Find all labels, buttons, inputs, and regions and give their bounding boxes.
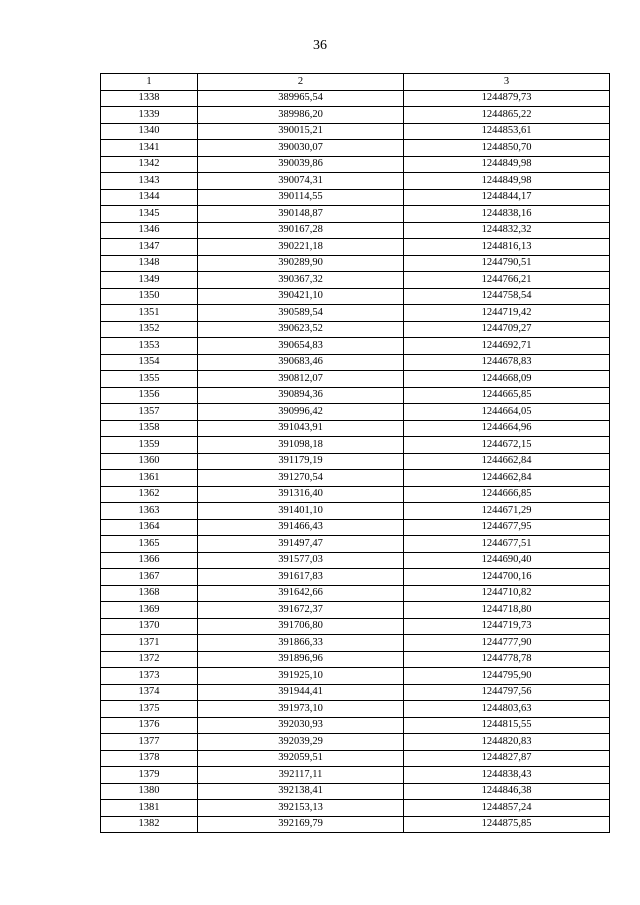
table-row (101, 651, 610, 668)
table-row (101, 107, 610, 124)
point-number-cell: 1344 (101, 189, 198, 206)
y-coordinate-cell: 1244692,71 (404, 338, 610, 355)
header-row (101, 74, 610, 91)
y-coordinate-cell: 1244678,83 (404, 354, 610, 371)
y-coordinate-cell: 1244853,61 (404, 123, 610, 140)
x-coordinate-cell: 391944,41 (198, 684, 404, 701)
table-row (101, 684, 610, 701)
point-number-cell: 1355 (101, 371, 198, 388)
x-coordinate-cell: 391642,66 (198, 585, 404, 602)
y-coordinate-cell: 1244816,13 (404, 239, 610, 256)
table-row (101, 750, 610, 767)
y-coordinate-cell: 1244718,80 (404, 602, 610, 619)
table-row (101, 206, 610, 223)
table-row (101, 734, 610, 751)
table-row (101, 173, 610, 190)
y-coordinate-cell: 1244719,42 (404, 305, 610, 322)
table-row (101, 288, 610, 305)
x-coordinate-cell: 390683,46 (198, 354, 404, 371)
y-coordinate-cell: 1244857,24 (404, 800, 610, 817)
point-number-cell: 1369 (101, 602, 198, 619)
point-number-cell: 1382 (101, 816, 198, 833)
table-row (101, 635, 610, 652)
x-coordinate-cell: 392138,41 (198, 783, 404, 800)
point-number-cell: 1343 (101, 173, 198, 190)
y-coordinate-cell: 1244700,16 (404, 569, 610, 586)
point-number-cell: 1348 (101, 255, 198, 272)
x-coordinate-cell: 390623,52 (198, 321, 404, 338)
point-number-cell: 1367 (101, 569, 198, 586)
x-coordinate-cell: 392169,79 (198, 816, 404, 833)
y-coordinate-cell: 1244795,90 (404, 668, 610, 685)
table-row (101, 437, 610, 454)
table-row (101, 717, 610, 734)
x-coordinate-cell: 391270,54 (198, 470, 404, 487)
table-row (101, 338, 610, 355)
point-number-cell: 1347 (101, 239, 198, 256)
y-coordinate-cell: 1244879,73 (404, 90, 610, 107)
point-number-cell: 1341 (101, 140, 198, 157)
point-number-cell: 1338 (101, 90, 198, 107)
point-number-cell: 1361 (101, 470, 198, 487)
table-row (101, 305, 610, 322)
y-coordinate-cell: 1244664,96 (404, 420, 610, 437)
table-row (101, 668, 610, 685)
y-coordinate-cell: 1244709,27 (404, 321, 610, 338)
point-number-cell: 1381 (101, 800, 198, 817)
x-coordinate-cell: 391896,96 (198, 651, 404, 668)
x-coordinate-cell: 391043,91 (198, 420, 404, 437)
table-row (101, 272, 610, 289)
point-number-cell: 1366 (101, 552, 198, 569)
point-number-cell: 1375 (101, 701, 198, 718)
x-coordinate-cell: 391098,18 (198, 437, 404, 454)
point-number-cell: 1364 (101, 519, 198, 536)
y-coordinate-cell: 1244677,95 (404, 519, 610, 536)
x-coordinate-cell: 392059,51 (198, 750, 404, 767)
table-row (101, 255, 610, 272)
y-coordinate-cell: 1244850,70 (404, 140, 610, 157)
point-number-cell: 1357 (101, 404, 198, 421)
point-number-cell: 1377 (101, 734, 198, 751)
y-coordinate-cell: 1244815,55 (404, 717, 610, 734)
table-row (101, 420, 610, 437)
y-coordinate-cell: 1244827,87 (404, 750, 610, 767)
table-row (101, 189, 610, 206)
point-number-cell: 1345 (101, 206, 198, 223)
x-coordinate-cell: 391672,37 (198, 602, 404, 619)
y-coordinate-cell: 1244672,15 (404, 437, 610, 454)
point-number-cell: 1359 (101, 437, 198, 454)
x-coordinate-cell: 391925,10 (198, 668, 404, 685)
point-number-cell: 1368 (101, 585, 198, 602)
y-coordinate-cell: 1244790,51 (404, 255, 610, 272)
x-coordinate-cell: 390894,36 (198, 387, 404, 404)
table-row (101, 321, 610, 338)
x-coordinate-cell: 392117,11 (198, 767, 404, 784)
x-coordinate-cell: 392030,93 (198, 717, 404, 734)
point-number-cell: 1370 (101, 618, 198, 635)
table-row (101, 783, 610, 800)
y-coordinate-cell: 1244719,73 (404, 618, 610, 635)
y-coordinate-cell: 1244875,85 (404, 816, 610, 833)
x-coordinate-cell: 390148,87 (198, 206, 404, 223)
point-number-cell: 1365 (101, 536, 198, 553)
x-coordinate-cell: 390654,83 (198, 338, 404, 355)
y-coordinate-cell: 1244803,63 (404, 701, 610, 718)
point-number-cell: 1354 (101, 354, 198, 371)
y-coordinate-cell: 1244666,85 (404, 486, 610, 503)
point-number-cell: 1340 (101, 123, 198, 140)
y-coordinate-cell: 1244846,38 (404, 783, 610, 800)
y-coordinate-cell: 1244662,84 (404, 470, 610, 487)
y-coordinate-cell: 1244690,40 (404, 552, 610, 569)
y-coordinate-cell: 1244797,56 (404, 684, 610, 701)
table-row (101, 140, 610, 157)
table-row (101, 90, 610, 107)
y-coordinate-cell: 1244838,43 (404, 767, 610, 784)
table-row (101, 701, 610, 718)
x-coordinate-cell: 392153,13 (198, 800, 404, 817)
x-coordinate-cell: 390114,55 (198, 189, 404, 206)
x-coordinate-cell: 389986,20 (198, 107, 404, 124)
x-coordinate-cell: 390421,10 (198, 288, 404, 305)
y-coordinate-cell: 1244849,98 (404, 156, 610, 173)
y-coordinate-cell: 1244758,54 (404, 288, 610, 305)
table-row (101, 453, 610, 470)
y-coordinate-cell: 1244671,29 (404, 503, 610, 520)
x-coordinate-cell: 390221,18 (198, 239, 404, 256)
point-number-cell: 1379 (101, 767, 198, 784)
x-coordinate-cell: 391577,03 (198, 552, 404, 569)
x-coordinate-cell: 390167,28 (198, 222, 404, 239)
table-row (101, 470, 610, 487)
table-row (101, 222, 610, 239)
x-coordinate-cell: 390289,90 (198, 255, 404, 272)
table-header (101, 74, 610, 91)
column-header-2: 2 (198, 74, 404, 91)
table-row (101, 569, 610, 586)
point-number-cell: 1358 (101, 420, 198, 437)
x-coordinate-cell: 390015,21 (198, 123, 404, 140)
x-coordinate-cell: 391866,33 (198, 635, 404, 652)
table-row (101, 585, 610, 602)
y-coordinate-cell: 1244677,51 (404, 536, 610, 553)
y-coordinate-cell: 1244664,05 (404, 404, 610, 421)
x-coordinate-cell: 390074,31 (198, 173, 404, 190)
point-number-cell: 1346 (101, 222, 198, 239)
point-number-cell: 1339 (101, 107, 198, 124)
page-number: 36 (313, 38, 327, 53)
table-row (101, 156, 610, 173)
x-coordinate-cell: 391466,43 (198, 519, 404, 536)
x-coordinate-cell: 391973,10 (198, 701, 404, 718)
point-number-cell: 1374 (101, 684, 198, 701)
x-coordinate-cell: 390030,07 (198, 140, 404, 157)
point-number-cell: 1362 (101, 486, 198, 503)
y-coordinate-cell: 1244710,82 (404, 585, 610, 602)
x-coordinate-cell: 389965,54 (198, 90, 404, 107)
table-row (101, 486, 610, 503)
point-number-cell: 1373 (101, 668, 198, 685)
point-number-cell: 1350 (101, 288, 198, 305)
y-coordinate-cell: 1244777,90 (404, 635, 610, 652)
y-coordinate-cell: 1244865,22 (404, 107, 610, 124)
table-body (101, 90, 610, 833)
table-row (101, 354, 610, 371)
point-number-cell: 1378 (101, 750, 198, 767)
table-row (101, 239, 610, 256)
x-coordinate-cell: 390589,54 (198, 305, 404, 322)
point-number-cell: 1349 (101, 272, 198, 289)
point-number-cell: 1356 (101, 387, 198, 404)
y-coordinate-cell: 1244766,21 (404, 272, 610, 289)
table-row (101, 371, 610, 388)
table-row (101, 800, 610, 817)
point-number-cell: 1360 (101, 453, 198, 470)
point-number-cell: 1351 (101, 305, 198, 322)
point-number-cell: 1371 (101, 635, 198, 652)
x-coordinate-cell: 391706,80 (198, 618, 404, 635)
table-row (101, 536, 610, 553)
y-coordinate-cell: 1244668,09 (404, 371, 610, 388)
point-number-cell: 1376 (101, 717, 198, 734)
x-coordinate-cell: 391401,10 (198, 503, 404, 520)
point-number-cell: 1353 (101, 338, 198, 355)
y-coordinate-cell: 1244832,32 (404, 222, 610, 239)
point-number-cell: 1342 (101, 156, 198, 173)
column-header-1: 1 (101, 74, 198, 91)
table-row (101, 602, 610, 619)
table-row (101, 816, 610, 833)
y-coordinate-cell: 1244665,85 (404, 387, 610, 404)
table-row (101, 767, 610, 784)
point-number-cell: 1363 (101, 503, 198, 520)
table-row (101, 552, 610, 569)
table-row (101, 503, 610, 520)
x-coordinate-cell: 391316,40 (198, 486, 404, 503)
x-coordinate-cell: 390996,42 (198, 404, 404, 421)
x-coordinate-cell: 390039,86 (198, 156, 404, 173)
table-row (101, 519, 610, 536)
table-row (101, 404, 610, 421)
x-coordinate-cell: 390367,32 (198, 272, 404, 289)
table-row (101, 387, 610, 404)
x-coordinate-cell: 392039,29 (198, 734, 404, 751)
y-coordinate-cell: 1244844,17 (404, 189, 610, 206)
y-coordinate-cell: 1244820,83 (404, 734, 610, 751)
x-coordinate-cell: 391497,47 (198, 536, 404, 553)
table-row (101, 618, 610, 635)
y-coordinate-cell: 1244662,84 (404, 453, 610, 470)
point-number-cell: 1380 (101, 783, 198, 800)
coordinates-table (100, 73, 610, 833)
point-number-cell: 1352 (101, 321, 198, 338)
x-coordinate-cell: 391617,83 (198, 569, 404, 586)
y-coordinate-cell: 1244778,78 (404, 651, 610, 668)
point-number-cell: 1372 (101, 651, 198, 668)
y-coordinate-cell: 1244849,98 (404, 173, 610, 190)
column-header-3: 3 (404, 74, 610, 91)
table-row (101, 123, 610, 140)
x-coordinate-cell: 391179,19 (198, 453, 404, 470)
y-coordinate-cell: 1244838,16 (404, 206, 610, 223)
x-coordinate-cell: 390812,07 (198, 371, 404, 388)
